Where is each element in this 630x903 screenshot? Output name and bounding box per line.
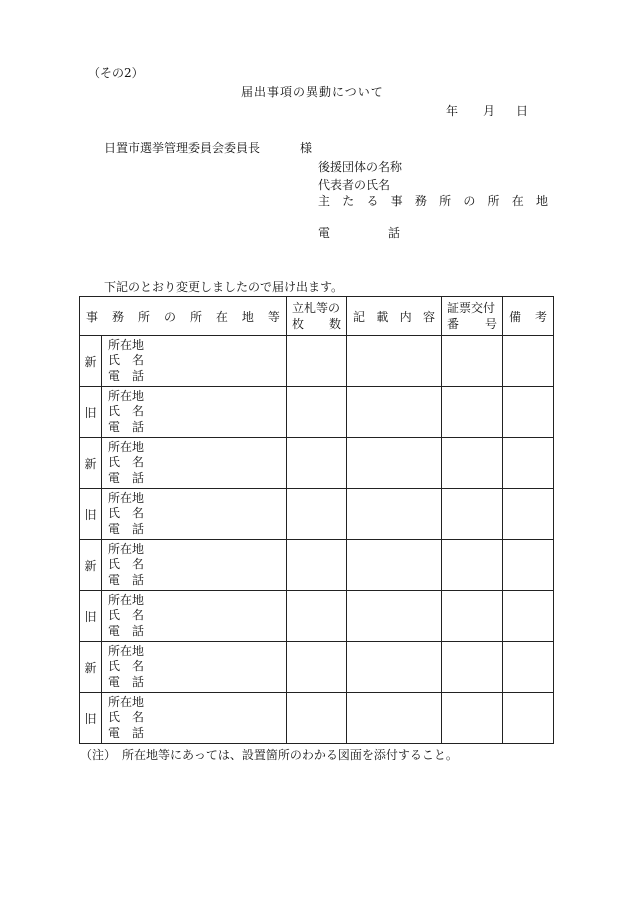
- office-fields[interactable]: [102, 387, 287, 438]
- office-fields[interactable]: [102, 336, 287, 387]
- remarks-cell[interactable]: [503, 693, 554, 744]
- office-fields[interactable]: [102, 489, 287, 540]
- field-label-phone: 電 話: [108, 572, 145, 587]
- details-cell[interactable]: [347, 438, 442, 489]
- date-year: 年: [446, 104, 459, 118]
- table-row: [80, 642, 554, 693]
- details-cell[interactable]: [347, 642, 442, 693]
- office-char: 所: [439, 194, 452, 208]
- header-char: 備: [509, 309, 522, 324]
- field-label-name: 氏 名: [108, 608, 145, 623]
- details-cell[interactable]: [347, 336, 442, 387]
- office-fields[interactable]: [102, 693, 287, 744]
- office-char: た: [342, 194, 355, 208]
- office-fields[interactable]: [102, 642, 287, 693]
- header-line: 証票交付: [447, 301, 496, 315]
- table-row: [80, 591, 554, 642]
- header-char: 号: [484, 317, 497, 331]
- remarks-cell[interactable]: [503, 438, 554, 489]
- row-status-mark: 新: [80, 642, 102, 693]
- row-status-mark: 新: [80, 336, 102, 387]
- row-status-mark: 旧: [80, 693, 102, 744]
- cert-cell[interactable]: [442, 387, 503, 438]
- tickets-cell[interactable]: [287, 336, 347, 387]
- row-status-mark: 新: [80, 540, 102, 591]
- field-label-address: 所在地: [108, 388, 145, 403]
- row-status-mark: 旧: [80, 387, 102, 438]
- office-char: 主: [318, 194, 331, 208]
- footnote: （注） 所在地等にあっては、設置箇所のわかる図面を添付すること。: [80, 748, 458, 762]
- table-row: [80, 387, 554, 438]
- tickets-cell[interactable]: [287, 387, 347, 438]
- details-cell[interactable]: [347, 387, 442, 438]
- date-day: 日: [516, 104, 529, 118]
- field-label-name: 氏 名: [108, 455, 145, 470]
- phone-char: 話: [387, 226, 400, 240]
- cert-cell[interactable]: [442, 642, 503, 693]
- office-char: の: [463, 194, 476, 208]
- table-row: [80, 540, 554, 591]
- field-label-address: 所在地: [108, 490, 145, 505]
- office-char: 在: [511, 194, 524, 208]
- field-label-name: 氏 名: [108, 404, 145, 419]
- remarks-cell[interactable]: [503, 489, 554, 540]
- table-row: [80, 489, 554, 540]
- remarks-cell[interactable]: [503, 387, 554, 438]
- field-label-phone: 電 話: [108, 725, 145, 740]
- office-char: 所: [487, 194, 500, 208]
- header-char: 所: [137, 309, 150, 324]
- field-label-address: 所在地: [108, 337, 145, 352]
- field-label-name: 氏 名: [108, 506, 145, 521]
- header-tickets: [287, 297, 347, 336]
- table-header-row: [80, 297, 554, 336]
- header-char: 在: [215, 309, 228, 324]
- details-cell[interactable]: [347, 540, 442, 591]
- header-remarks: [503, 297, 554, 336]
- remarks-cell[interactable]: [503, 591, 554, 642]
- cert-cell[interactable]: [442, 336, 503, 387]
- remarks-cell[interactable]: [503, 336, 554, 387]
- phone-label: [318, 226, 400, 240]
- field-label-address: 所在地: [108, 694, 145, 709]
- tickets-cell[interactable]: [287, 693, 347, 744]
- header-char: 事: [86, 309, 99, 324]
- header-char: 地: [241, 309, 254, 324]
- field-label-phone: 電 話: [108, 368, 145, 383]
- details-cell[interactable]: [347, 591, 442, 642]
- header-line: 立札等の: [292, 301, 341, 315]
- office-char: 地: [535, 194, 548, 208]
- office-char: 事: [390, 194, 403, 208]
- header-char: 考: [534, 309, 547, 324]
- field-label-phone: 電 話: [108, 419, 145, 434]
- office-char: 務: [414, 194, 427, 208]
- header-char: の: [163, 309, 176, 324]
- addressee: 日置市選挙管理委員会委員長: [104, 141, 261, 155]
- field-label-address: 所在地: [108, 439, 145, 454]
- header-char: 務: [111, 309, 124, 324]
- cert-cell[interactable]: [442, 591, 503, 642]
- office-char: る: [366, 194, 379, 208]
- table-row: [80, 438, 554, 489]
- table-row: [80, 336, 554, 387]
- cert-cell[interactable]: [442, 438, 503, 489]
- office-fields[interactable]: [102, 438, 287, 489]
- document-title: 届出事項の異動について: [241, 85, 384, 99]
- field-label-phone: 電 話: [108, 674, 145, 689]
- remarks-cell[interactable]: [503, 540, 554, 591]
- header-char: 等: [267, 309, 280, 324]
- tickets-cell[interactable]: [287, 489, 347, 540]
- intro-text: 下記のとおり変更しましたので届け出ます。: [104, 280, 344, 294]
- remarks-cell[interactable]: [503, 642, 554, 693]
- phone-char: 電: [318, 226, 331, 240]
- tickets-cell[interactable]: [287, 438, 347, 489]
- cert-cell[interactable]: [442, 540, 503, 591]
- header-office: [80, 297, 287, 336]
- group-name-label: 後援団体の名称: [318, 160, 403, 174]
- representative-label: 代表者の氏名: [318, 178, 391, 192]
- cert-cell[interactable]: [442, 693, 503, 744]
- main-office-label: [318, 194, 548, 208]
- field-label-name: 氏 名: [108, 557, 145, 572]
- field-label-address: 所在地: [108, 541, 145, 556]
- details-cell[interactable]: [347, 489, 442, 540]
- header-char: 内: [399, 309, 412, 324]
- field-label-name: 氏 名: [108, 659, 145, 674]
- form-number: （その2）: [88, 66, 144, 80]
- header-char: 所: [189, 309, 202, 324]
- field-label-address: 所在地: [108, 643, 145, 658]
- row-status-mark: 新: [80, 438, 102, 489]
- table-row: [80, 693, 554, 744]
- header-cert: [442, 297, 503, 336]
- office-fields[interactable]: [102, 540, 287, 591]
- honorific: 様: [300, 141, 313, 155]
- header-char: 記: [353, 309, 366, 324]
- office-fields[interactable]: [102, 591, 287, 642]
- header-char: 数: [328, 317, 341, 331]
- header-char: 番: [447, 317, 460, 331]
- field-label-name: 氏 名: [108, 353, 145, 368]
- row-status-mark: 旧: [80, 591, 102, 642]
- header-char: 枚: [292, 317, 305, 331]
- header-char: 載: [376, 309, 389, 324]
- details-cell[interactable]: [347, 693, 442, 744]
- header-details: [347, 297, 442, 336]
- field-label-name: 氏 名: [108, 710, 145, 725]
- date-month: 月: [483, 104, 496, 118]
- field-label-phone: 電 話: [108, 623, 145, 638]
- field-label-phone: 電 話: [108, 521, 145, 536]
- header-char: 容: [422, 309, 435, 324]
- tickets-cell[interactable]: [287, 642, 347, 693]
- tickets-cell[interactable]: [287, 540, 347, 591]
- tickets-cell[interactable]: [287, 591, 347, 642]
- cert-cell[interactable]: [442, 489, 503, 540]
- row-status-mark: 旧: [80, 489, 102, 540]
- table-body: [80, 336, 554, 744]
- change-table: [79, 296, 554, 744]
- field-label-phone: 電 話: [108, 470, 145, 485]
- field-label-address: 所在地: [108, 592, 145, 607]
